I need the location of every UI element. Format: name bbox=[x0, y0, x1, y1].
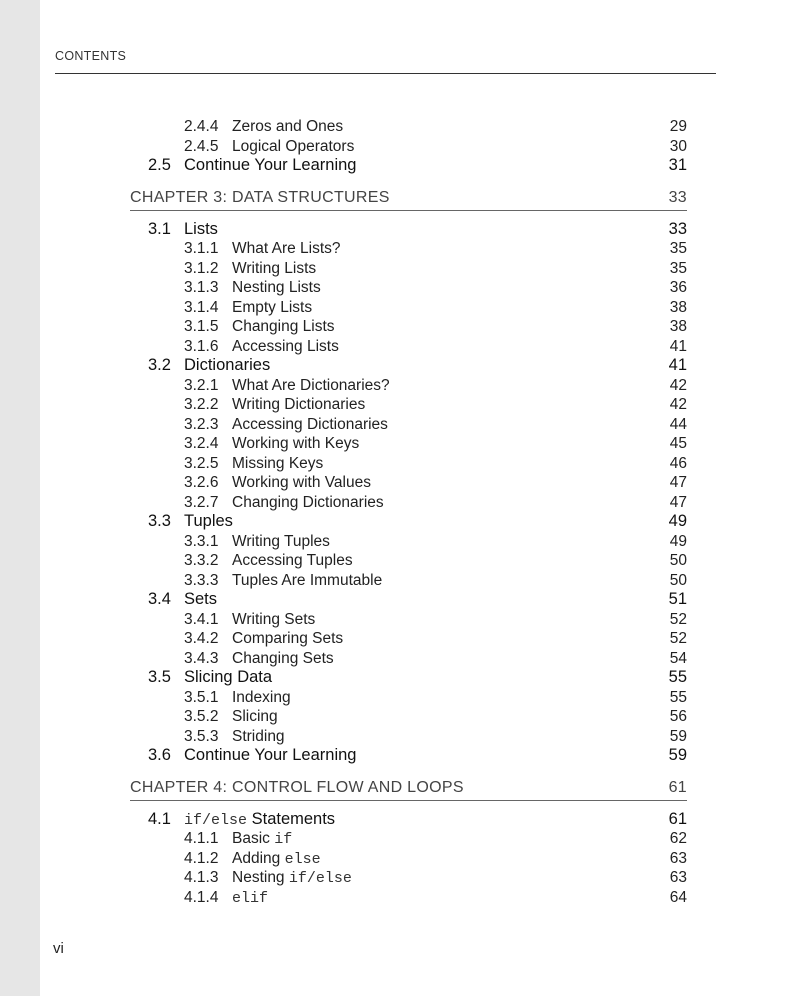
toc-entry-title: Indexing bbox=[232, 688, 291, 706]
inline-code: if/else bbox=[184, 811, 248, 829]
toc-page-number: 49 bbox=[668, 512, 687, 530]
toc-page-number: 52 bbox=[669, 630, 687, 647]
toc-subsection-entry[interactable] bbox=[130, 829, 687, 849]
toc-entry-title: Striding bbox=[232, 727, 285, 745]
toc-section-entry[interactable] bbox=[130, 356, 687, 376]
toc-entry-number: 4.1.1 bbox=[184, 830, 219, 847]
toc-entry-number: 3.2.2 bbox=[184, 396, 219, 413]
toc-entry-number: 4.1 bbox=[148, 809, 171, 828]
toc-entry-title: Accessing Dictionaries bbox=[232, 415, 388, 433]
toc-entry-number: 4.1.4 bbox=[184, 888, 219, 906]
toc-subsection-entry[interactable] bbox=[130, 137, 687, 157]
toc-section-entry[interactable] bbox=[130, 668, 687, 688]
toc-page-number: 44 bbox=[669, 415, 687, 433]
toc-entry-title: Zeros and Ones bbox=[232, 118, 344, 135]
toc-subsection-entry[interactable] bbox=[130, 454, 687, 474]
toc-subsection-entry[interactable] bbox=[130, 849, 687, 869]
toc-page-number: 45 bbox=[669, 435, 687, 452]
toc-page-number: 63 bbox=[669, 849, 687, 867]
toc-entry-title: Working with Values bbox=[232, 474, 371, 491]
header-rule bbox=[55, 73, 716, 74]
toc-entry-title: Continue Your Learning bbox=[184, 156, 357, 174]
toc-section-entry[interactable] bbox=[130, 810, 687, 830]
toc-entry-number: 3.1.5 bbox=[184, 318, 219, 335]
title-text: Statements bbox=[247, 809, 336, 828]
toc-entry-title: Tuples bbox=[184, 512, 233, 530]
toc-entry-number: 3.6 bbox=[148, 746, 171, 764]
toc-page-number: 42 bbox=[669, 396, 687, 413]
toc-page-number: 50 bbox=[669, 571, 687, 589]
toc-chapter-heading[interactable] bbox=[130, 777, 687, 801]
toc-subsection-entry[interactable] bbox=[130, 317, 687, 337]
toc-entry-title: Nesting Lists bbox=[232, 279, 321, 296]
toc-entry-number: 3.3.1 bbox=[184, 532, 219, 550]
toc-entry-number: 3.2 bbox=[148, 356, 171, 374]
toc-page-number: 42 bbox=[669, 376, 687, 394]
toc-entry-title: Logical Operators bbox=[232, 137, 355, 155]
toc-page-number: 35 bbox=[669, 240, 687, 257]
inline-code: else bbox=[284, 850, 321, 868]
toc-entry-number: 3.2.7 bbox=[184, 493, 219, 511]
inline-code: elif bbox=[232, 889, 269, 907]
toc-entry-number: 3.1.2 bbox=[184, 259, 219, 277]
toc-chapter-heading[interactable] bbox=[130, 187, 687, 211]
toc-entry-number: 4.1.3 bbox=[184, 869, 219, 886]
toc-section-entry[interactable] bbox=[130, 156, 687, 176]
toc-entry-title: Tuples Are Immutable bbox=[232, 571, 383, 589]
toc-subsection-entry[interactable] bbox=[130, 415, 687, 435]
toc-subsection-entry[interactable] bbox=[130, 868, 687, 888]
toc-entry-title: Accessing Lists bbox=[232, 337, 339, 355]
page-number: vi bbox=[53, 940, 64, 957]
toc-entry-title: CHAPTER 4: CONTROL FLOW AND LOOPS bbox=[130, 778, 464, 796]
toc-page-number: 52 bbox=[669, 610, 687, 628]
toc-subsection-entry[interactable] bbox=[130, 551, 687, 571]
toc-subsection-entry[interactable] bbox=[130, 610, 687, 630]
toc-page-number: 35 bbox=[669, 259, 687, 277]
table-of-contents bbox=[130, 117, 687, 907]
toc-entry-title: Slicing Data bbox=[184, 668, 273, 686]
toc-page-number: 33 bbox=[668, 219, 687, 238]
toc-entry-number: 3.4 bbox=[148, 590, 171, 608]
toc-page-number: 47 bbox=[669, 474, 687, 491]
toc-entry-number: 3.2.5 bbox=[184, 454, 219, 472]
toc-entry-number: 3.5.2 bbox=[184, 708, 219, 725]
toc-entry-number: 3.3.2 bbox=[184, 552, 219, 569]
toc-subsection-entry[interactable] bbox=[130, 473, 687, 493]
toc-page-number: 55 bbox=[668, 668, 687, 686]
toc-entry-title: What Are Dictionaries? bbox=[232, 376, 390, 394]
toc-subsection-entry[interactable] bbox=[130, 298, 687, 318]
toc-page-number: 38 bbox=[669, 318, 687, 335]
toc-entry-title: Writing Sets bbox=[232, 610, 316, 628]
toc-entry-number: 2.5 bbox=[148, 156, 171, 174]
toc-entry-title: Continue Your Learning bbox=[184, 746, 357, 764]
inline-code: if/else bbox=[288, 870, 352, 887]
toc-subsection-entry[interactable] bbox=[130, 278, 687, 298]
toc-page-number: 55 bbox=[669, 688, 687, 706]
toc-entry-number: 3.4.2 bbox=[184, 630, 219, 647]
toc-entry-title: Dictionaries bbox=[184, 356, 271, 374]
toc-subsection-entry[interactable] bbox=[130, 688, 687, 708]
toc-subsection-entry[interactable] bbox=[130, 571, 687, 591]
page-margin-strip bbox=[0, 0, 40, 996]
toc-entry-number: 3.2.3 bbox=[184, 415, 219, 433]
toc-entry-title: Writing Dictionaries bbox=[232, 396, 366, 413]
toc-entry-title bbox=[232, 888, 268, 909]
toc-entry-number: 3.1.3 bbox=[184, 279, 219, 296]
toc-entry-title: Changing Lists bbox=[232, 318, 335, 335]
toc-page-number: 41 bbox=[669, 337, 687, 355]
toc-entry-number: 3.1.1 bbox=[184, 240, 219, 257]
toc-entry-title: Changing Sets bbox=[232, 649, 334, 667]
toc-page-number: 51 bbox=[668, 590, 687, 608]
toc-page-number: 33 bbox=[668, 188, 687, 206]
toc-entry-title: CHAPTER 3: DATA STRUCTURES bbox=[130, 188, 390, 206]
toc-page-number: 56 bbox=[669, 708, 687, 725]
toc-page-number: 61 bbox=[668, 778, 687, 796]
toc-entry-number: 3.1.4 bbox=[184, 298, 219, 316]
toc-entry-title bbox=[232, 868, 352, 889]
toc-entry-title: Working with Keys bbox=[232, 435, 360, 452]
toc-entry-title: Slicing bbox=[232, 708, 278, 725]
toc-subsection-entry[interactable] bbox=[130, 727, 687, 747]
toc-page-number: 50 bbox=[669, 552, 687, 569]
toc-page-number: 29 bbox=[669, 118, 687, 135]
toc-entry-title: What Are Lists? bbox=[232, 240, 341, 257]
toc-subsection-entry[interactable] bbox=[130, 337, 687, 357]
toc-entry-number: 3.2.4 bbox=[184, 435, 219, 452]
toc-entry-title: Missing Keys bbox=[232, 454, 324, 472]
toc-section-entry[interactable] bbox=[130, 512, 687, 532]
toc-page-number: 59 bbox=[668, 746, 687, 764]
toc-entry-number: 3.1 bbox=[148, 219, 171, 238]
toc-subsection-entry[interactable] bbox=[130, 532, 687, 552]
toc-entry-title: Writing Tuples bbox=[232, 532, 330, 550]
toc-subsection-entry[interactable] bbox=[130, 629, 687, 649]
toc-page-number: 36 bbox=[669, 279, 687, 296]
toc-entry-number: 3.5.1 bbox=[184, 688, 219, 706]
toc-page-number: 31 bbox=[668, 156, 687, 174]
toc-page-number: 47 bbox=[669, 493, 687, 511]
toc-entry-number: 3.5.3 bbox=[184, 727, 219, 745]
toc-subsection-entry[interactable] bbox=[130, 434, 687, 454]
toc-entry-number: 3.2.1 bbox=[184, 376, 219, 394]
toc-entry-title: Lists bbox=[184, 219, 218, 238]
toc-entry-title: Writing Lists bbox=[232, 259, 317, 277]
toc-subsection-entry[interactable] bbox=[130, 239, 687, 259]
toc-page-number: 63 bbox=[669, 869, 687, 886]
toc-entry-number: 3.2.6 bbox=[184, 474, 219, 491]
toc-subsection-entry[interactable] bbox=[130, 376, 687, 396]
running-head: CONTENTS bbox=[55, 49, 127, 63]
toc-entry-number: 3.3.3 bbox=[184, 571, 219, 589]
toc-page-number: 49 bbox=[669, 532, 687, 550]
toc-page-number: 30 bbox=[669, 137, 687, 155]
toc-entry-number: 3.3 bbox=[148, 512, 171, 530]
toc-entry-number: 3.4.3 bbox=[184, 649, 219, 667]
title-text: Nesting bbox=[232, 869, 289, 886]
toc-page-number: 64 bbox=[669, 888, 687, 906]
toc-page-number: 46 bbox=[669, 454, 687, 472]
toc-subsection-entry[interactable] bbox=[130, 707, 687, 727]
toc-section-entry[interactable] bbox=[130, 220, 687, 240]
toc-entry-title: Accessing Tuples bbox=[232, 552, 353, 569]
toc-entry-title bbox=[232, 829, 292, 850]
toc-entry-title: Comparing Sets bbox=[232, 630, 344, 647]
toc-page-number: 62 bbox=[669, 830, 687, 847]
title-text: Adding bbox=[232, 849, 285, 867]
toc-entry-number: 3.1.6 bbox=[184, 337, 219, 355]
toc-page-number: 54 bbox=[669, 649, 687, 667]
toc-entry-title: Changing Dictionaries bbox=[232, 493, 384, 511]
toc-entry-title: Empty Lists bbox=[232, 298, 313, 316]
toc-subsection-entry[interactable] bbox=[130, 888, 687, 908]
toc-subsection-entry[interactable] bbox=[130, 649, 687, 669]
toc-entry-number: 2.4.5 bbox=[184, 137, 219, 155]
toc-entry-number: 4.1.2 bbox=[184, 849, 219, 867]
toc-page-number: 61 bbox=[668, 809, 687, 828]
toc-page-number: 38 bbox=[669, 298, 687, 316]
toc-subsection-entry[interactable] bbox=[130, 259, 687, 279]
toc-entry-number: 3.4.1 bbox=[184, 610, 219, 628]
toc-entry-number: 2.4.4 bbox=[184, 118, 219, 135]
inline-code: if bbox=[274, 831, 293, 848]
toc-entry-title bbox=[184, 810, 335, 831]
toc-entry-title bbox=[232, 849, 321, 870]
toc-subsection-entry[interactable] bbox=[130, 117, 687, 137]
toc-entry-title: Sets bbox=[184, 590, 218, 608]
toc-subsection-entry[interactable] bbox=[130, 493, 687, 513]
toc-section-entry[interactable] bbox=[130, 746, 687, 766]
toc-section-entry[interactable] bbox=[130, 590, 687, 610]
toc-subsection-entry[interactable] bbox=[130, 395, 687, 415]
toc-entry-number: 3.5 bbox=[148, 668, 171, 686]
toc-page-number: 41 bbox=[668, 356, 687, 374]
toc-page-number: 59 bbox=[669, 727, 687, 745]
title-text: Basic bbox=[232, 830, 275, 847]
